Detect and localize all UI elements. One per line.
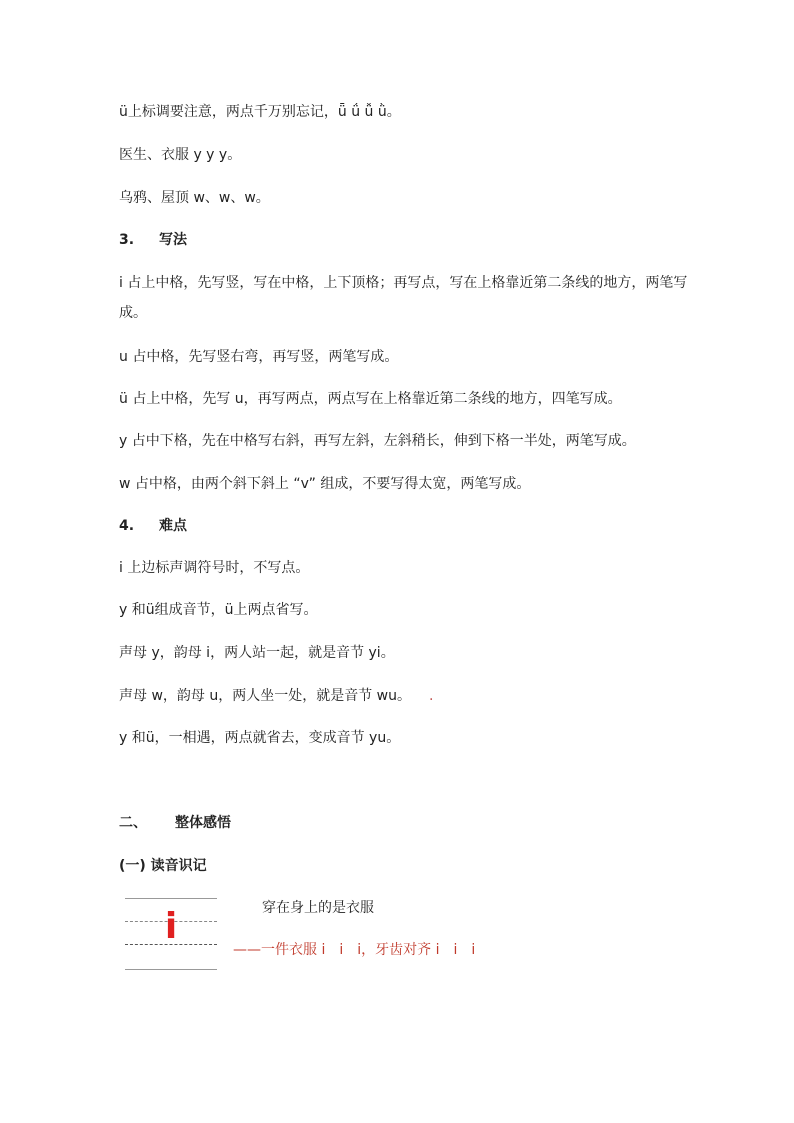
heading-text: 整体感悟: [175, 815, 231, 831]
text-line: ü上标调要注意，两点千万别忘记，ǖ ǘ ǚ ǜ。: [119, 104, 401, 120]
text-line: u 占中格，先写竖右弯，再写竖，两笔写成。: [119, 349, 399, 365]
text-line: y 和ü，一相遇，两点就省去，变成音节 yu。: [119, 730, 401, 746]
section-heading-4: [119, 516, 187, 536]
subsection-heading: (一) 读音识记: [119, 858, 207, 874]
text-line: 声母 y，韵母 i，两人站一起，就是音节 yi。: [119, 645, 395, 661]
rhyme-line-1: 穿在身上的是衣服: [262, 900, 374, 916]
heading-number: 二、: [119, 815, 147, 831]
text-line: w 占中格，由两个斜下斜上 “v” 组成，不要写得太宽，两笔写成。: [119, 476, 531, 492]
text-line: 乌鸦、屋顶 w、w、w。: [119, 190, 270, 206]
text-paragraph: i 占上中格，先写竖，写在中格，上下顶格；再写点，写在上格靠近第二条线的地方，两笔写成。: [119, 275, 688, 321]
text-line: [119, 686, 433, 706]
section-heading-2: [119, 813, 231, 833]
pinyin-writing-card: [125, 898, 217, 970]
pinyin-letter-i: i: [164, 906, 178, 947]
text-line: ü 占上中格，先写 u，再写两点，两点写在上格靠近第二条线的地方，四笔写成。: [119, 391, 622, 407]
heading-number: 3.: [119, 232, 135, 248]
text-line: y 和ü组成音节，ü上两点省写。: [119, 602, 318, 618]
text-span: 声母 w，韵母 u，两人坐一处，就是音节 wu。: [119, 688, 411, 704]
text-line: i 上边标声调符号时，不写点。: [119, 560, 310, 576]
rhyme-line-2: ——一件衣服 i i i，牙齿对齐 i i i: [233, 942, 476, 958]
section-heading-3: [119, 230, 187, 250]
text-line: y 占中下格，先在中格写右斜，再写左斜，左斜稍长，伸到下格一半处，两笔写成。: [119, 433, 636, 449]
stray-dot: .: [429, 688, 434, 704]
heading-text: 写法: [159, 232, 187, 248]
heading-number: 4.: [119, 518, 135, 534]
heading-text: 难点: [159, 518, 187, 534]
text-line: 医生、衣服 y y y。: [119, 147, 242, 163]
